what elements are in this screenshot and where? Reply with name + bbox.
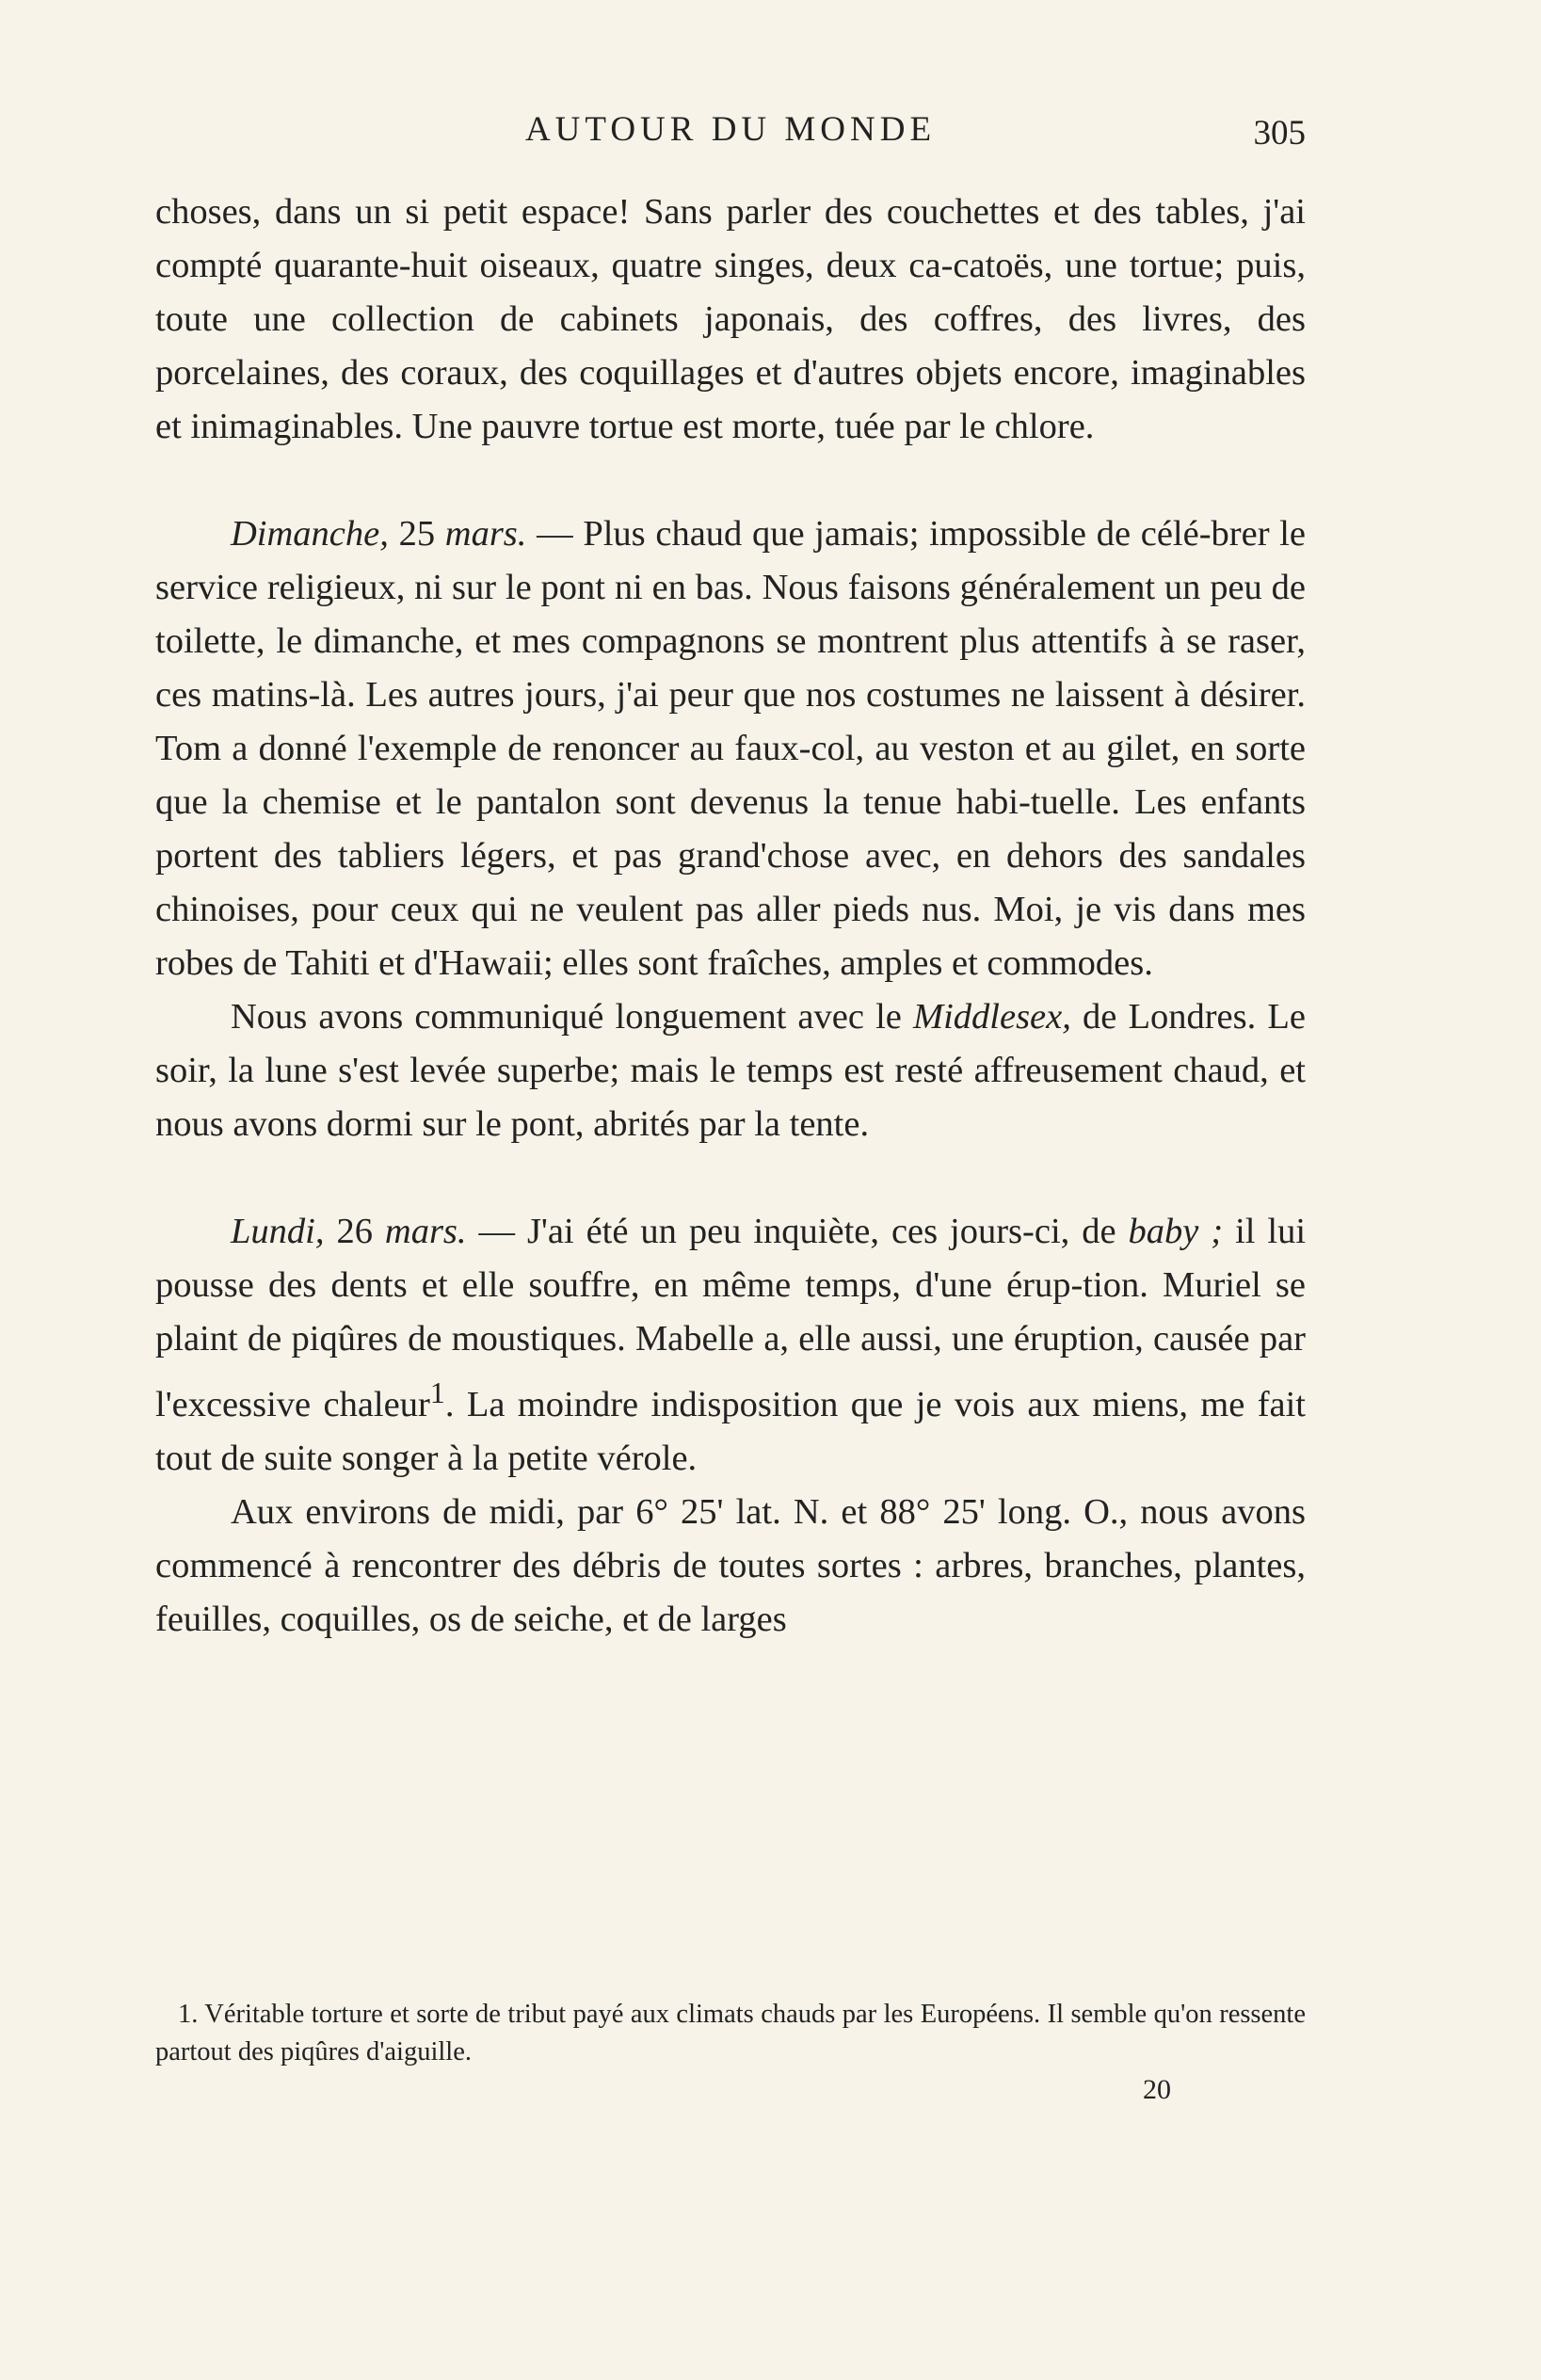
paragraph-2 bbox=[155, 507, 1306, 990]
paragraph-5: Aux environs de midi, par 6° 25' lat. N. et 88° 25' long. O., nous avons commencé à rencontrer des débris de toutes sortes : arbres, branches, plantes, feuilles, coquilles, os de seiche, et de larges bbox=[155, 1491, 1306, 1639]
ship-name: Middlesex, bbox=[913, 997, 1071, 1037]
page-header bbox=[155, 109, 1306, 156]
paragraph-1: choses, dans un si petit espace! Sans parler des couchettes et des tables, j'ai compté quarante-huit oiseaux, quatre singes, deux ca-catoës, une tortue; puis, toute une collection de cabinets japonais, des coffres, des livres, des porcelaines, des coraux, des coquillages et d'autres objets encore, imaginables et inimaginables. Une pauvre tortue est morte, tuée par le chlore. bbox=[155, 192, 1306, 446]
baby-word: baby ; bbox=[1128, 1212, 1224, 1251]
paragraph-2-text: — Plus chaud que jamais; impossible de célé-brer le service religieux, ni sur le pont ni en bas. Nous faisons généralement un peu de toilette, le dimanche, et mes compagnons se montrent plus attentifs à se raser, ces matins-là. Les autres jours, j'ai peur que nos costumes ne laissent à désirer. Tom a donné l'exemple de renoncer au faux-col, au veston et au gilet, en sorte que la chemise et le pantalon sont devenus la tenue habi-tuelle. Les enfants portent des tabliers légers, et pas grand'chose avec, en dehors des sandales chinoises, pour ceux qui ne veulent pas aller pieds nus. Moi, je vis dans mes robes de Tahiti et d'Hawaii; elles sont fraîches, amples et commodes. bbox=[155, 514, 1307, 983]
paragraph-3-start: Nous avons communiqué longuement avec le bbox=[231, 997, 902, 1037]
entry-day-number-2: 26 bbox=[336, 1212, 373, 1251]
signature-mark: 20 bbox=[1143, 2074, 1171, 2105]
entry-day-number: 25 bbox=[398, 514, 436, 554]
paragraph-4 bbox=[155, 1205, 1306, 1486]
running-title: AUTOUR DU MONDE bbox=[524, 110, 937, 149]
footnote bbox=[155, 1996, 1306, 2071]
paragraph-4-text-3: . La moindre indisposition que je vois aux miens, me fait tout de suite songer à la petite vérole. bbox=[155, 1384, 1306, 1478]
entry-day: Dimanche, bbox=[231, 514, 389, 554]
paragraph-4-text-1: — J'ai été un peu inquiète, ces jours-ci, de bbox=[478, 1212, 1116, 1251]
paragraph-3 bbox=[155, 990, 1306, 1151]
entry-month: mars. bbox=[444, 514, 527, 554]
footnote-text: 1. Véritable torture et sorte de tribut payé aux climats chauds par les Européens. Il semble qu'on ressente partout des piqûres d'aiguille. bbox=[155, 2000, 1306, 2066]
paragraph-3-end: de Londres. Le soir, la lune s'est levée superbe; mais le temps est resté affreusement chaud, et nous avons dormi sur le pont, abrités par la tente. bbox=[155, 997, 1306, 1144]
paragraph-4-text-2: il lui pousse des dents et elle souffre, en même temps, d'une érup-tion. Muriel se plaint de piqûres de moustiques. Mabelle a, elle aussi, une éruption, causée par l'excessive chaleur bbox=[155, 1212, 1307, 1424]
page-number: 305 bbox=[1253, 114, 1306, 153]
entry-month-2: mars. bbox=[384, 1212, 467, 1251]
main-text bbox=[155, 185, 1306, 1647]
entry-day-2: Lundi, bbox=[231, 1212, 325, 1251]
footnote-marker: 1 bbox=[429, 1375, 445, 1409]
